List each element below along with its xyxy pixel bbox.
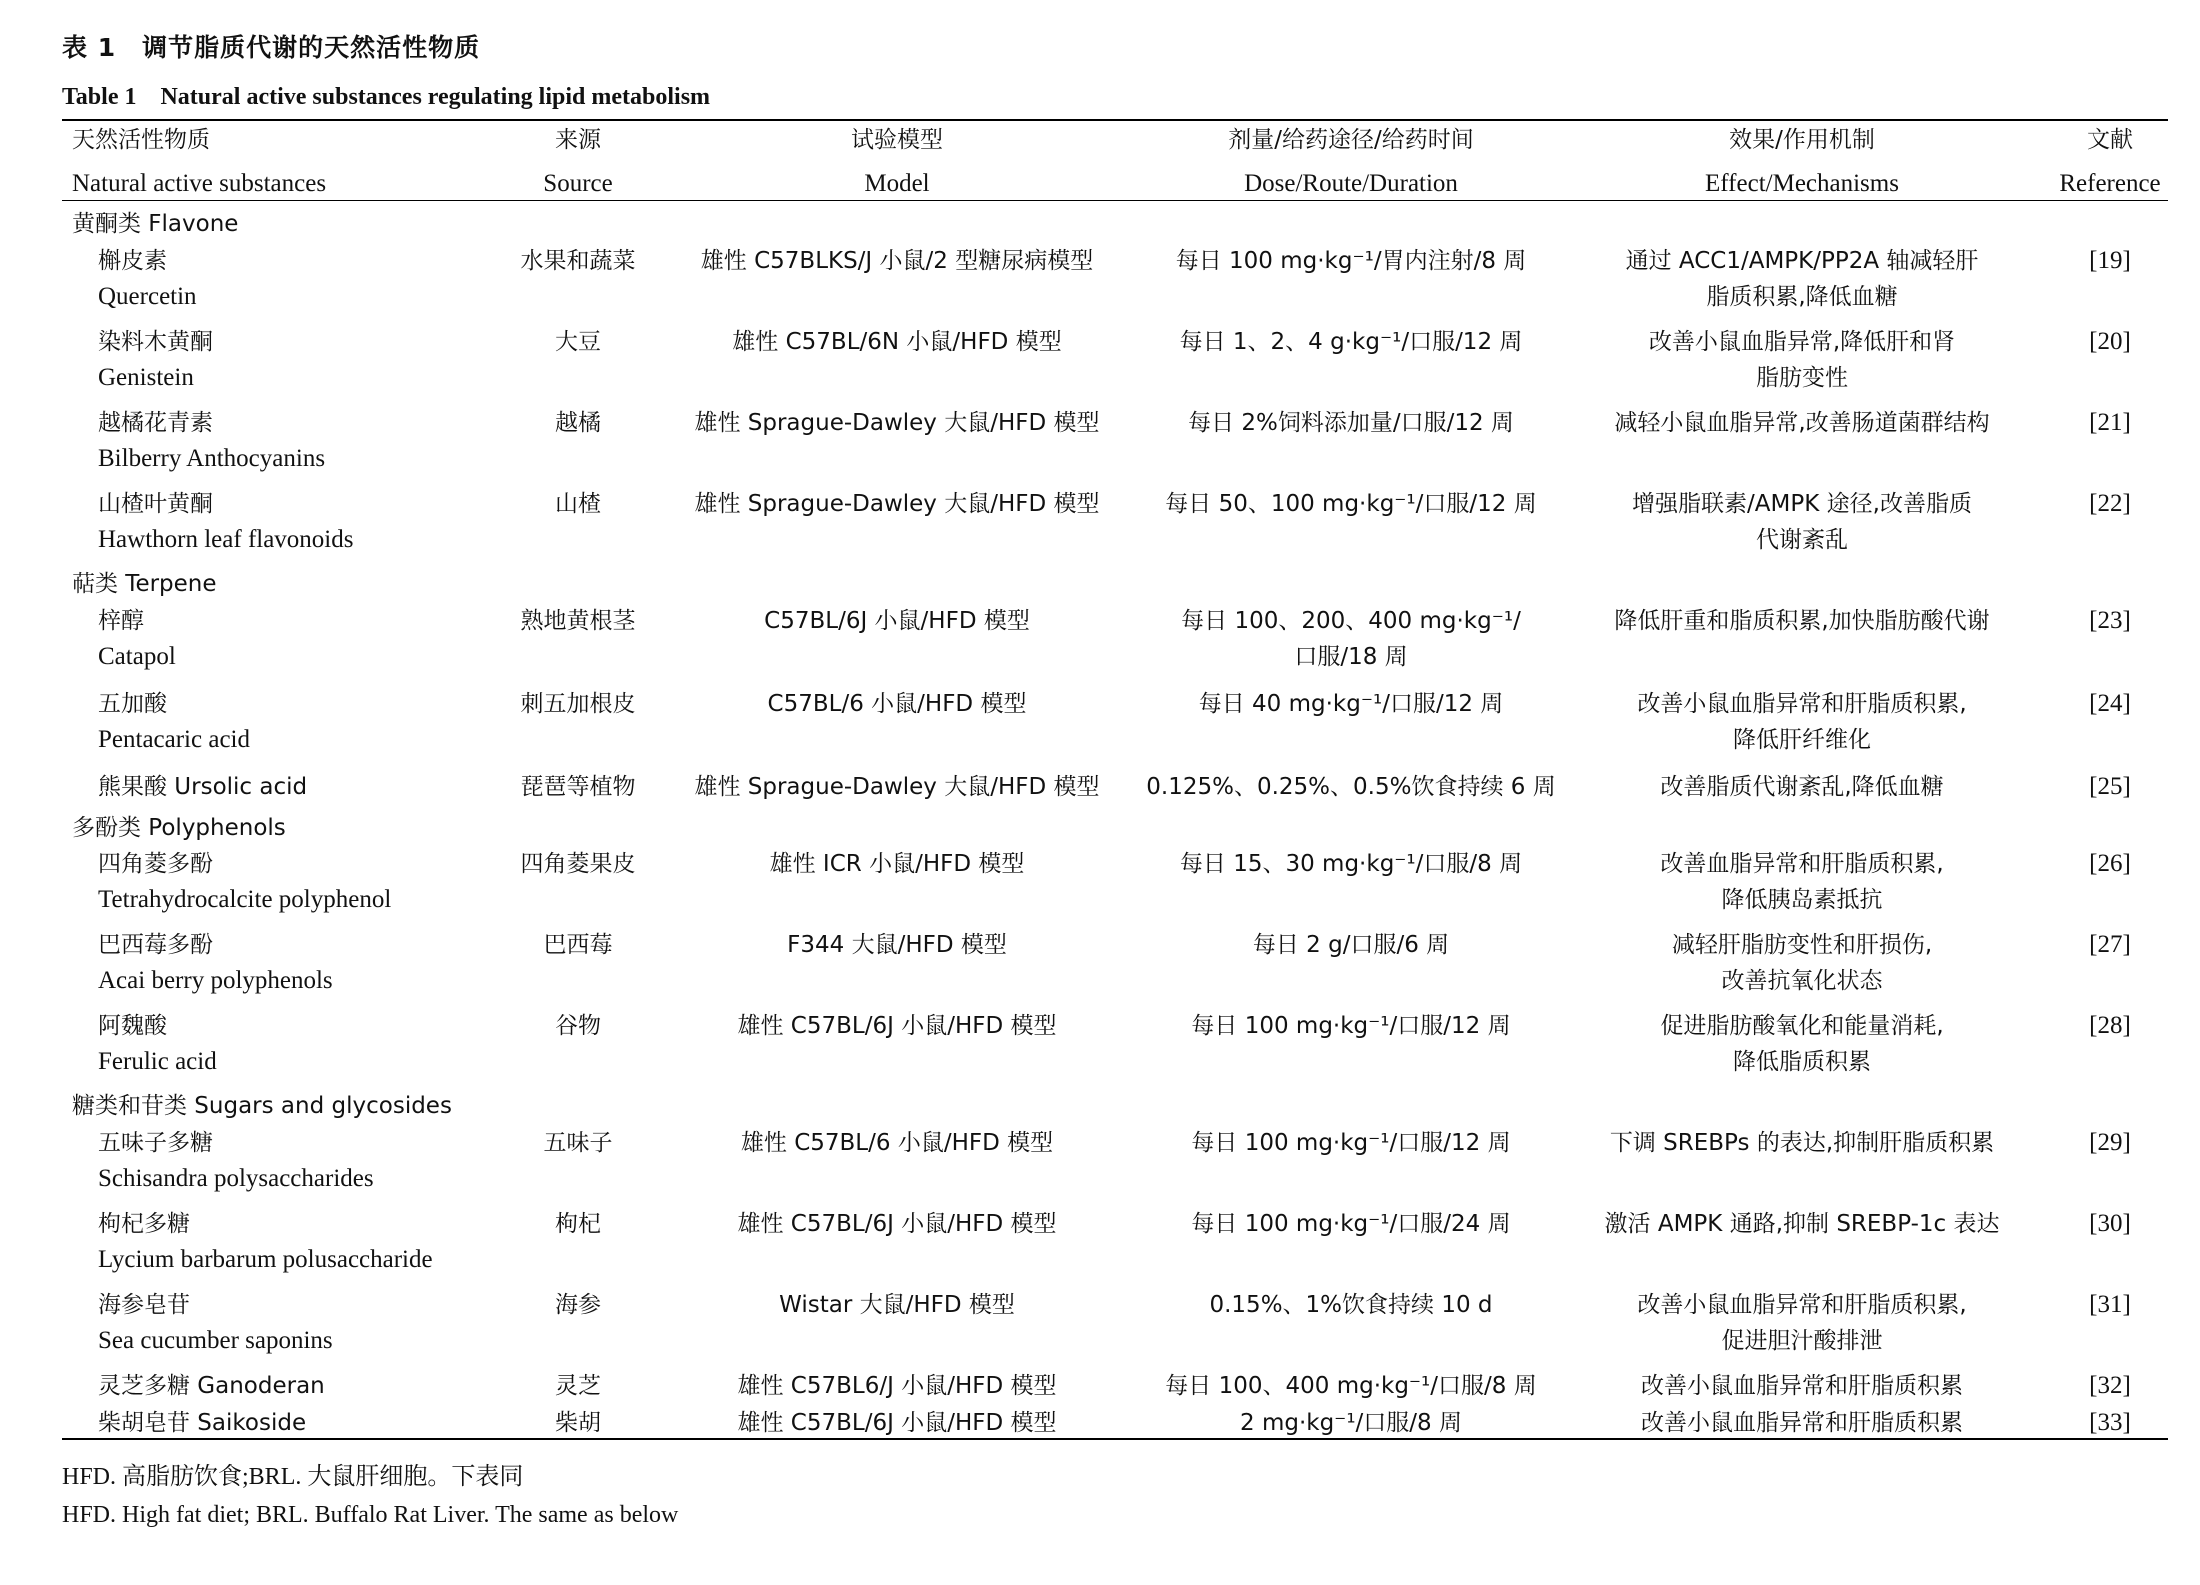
model-cell: 雄性 C57BL6/J 小鼠/HFD 模型 — [737, 1373, 1057, 1399]
effect-cell: 改善小鼠血脂异常和肝脂质积累 — [1641, 1410, 1963, 1436]
effect-cell: 促进脂肪酸氧化和能量消耗, — [1660, 1013, 1944, 1039]
reference-cell: [19] — [2089, 247, 2131, 274]
reference-cell: [26] — [2089, 850, 2131, 877]
substance-name-en: Sea cucumber saponins — [98, 1327, 333, 1354]
source-cell: 大豆 — [555, 329, 601, 355]
substance-name-en: Pentacaric acid — [98, 726, 250, 753]
model-cell: 雄性 Sprague-Dawley 大鼠/HFD 模型 — [694, 774, 1100, 800]
column-header-cn: 试验模型 — [851, 127, 943, 153]
model-cell: 雄性 C57BL/6 小鼠/HFD 模型 — [740, 1130, 1054, 1156]
source-cell: 琵琶等植物 — [520, 774, 636, 800]
top-rule — [62, 119, 2168, 121]
reference-cell: [27] — [2089, 931, 2131, 958]
effect-cell-line2: 脂质积累,降低血糖 — [1706, 284, 1898, 310]
effect-cell: 改善小鼠血脂异常和肝脂质积累, — [1637, 691, 1967, 717]
substance-name-cn: 梓醇 — [98, 608, 144, 634]
substance-name-cn: 海参皂苷 — [98, 1292, 190, 1318]
reference-cell: [25] — [2089, 773, 2131, 800]
source-cell: 四角菱果皮 — [520, 851, 636, 877]
category-label: 糖类和苷类 Sugars and glycosides — [72, 1093, 452, 1119]
substance-name-cn: 山楂叶黄酮 — [98, 491, 213, 517]
source-cell: 巴西莓 — [543, 932, 613, 958]
column-header-en: Effect/Mechanisms — [1705, 170, 1899, 197]
substance-name-en: Hawthorn leaf flavonoids — [98, 526, 354, 553]
substance-name-en: Schisandra polysaccharides — [98, 1165, 374, 1192]
dose-cell: 每日 50、100 mg·kg⁻¹/口服/12 周 — [1165, 491, 1537, 517]
model-cell: 雄性 C57BL/6N 小鼠/HFD 模型 — [732, 329, 1062, 355]
substance-name-cn: 五味子多糖 — [98, 1130, 213, 1156]
effect-cell-line2: 降低肝纤维化 — [1733, 727, 1871, 753]
column-header-cn: 剂量/给药途径/给药时间 — [1228, 127, 1474, 153]
dose-cell: 每日 40 mg·kg⁻¹/口服/12 周 — [1198, 691, 1504, 717]
dose-cell: 每日 100 mg·kg⁻¹/口服/12 周 — [1191, 1130, 1511, 1156]
header-rule — [62, 200, 2168, 201]
effect-cell: 激活 AMPK 通路,抑制 SREBP-1c 表达 — [1604, 1211, 2000, 1237]
effect-cell: 改善血脂异常和肝脂质积累, — [1660, 851, 1944, 877]
footnote-en: HFD. High fat diet; BRL. Buffalo Rat Liver. The same as below — [62, 1502, 679, 1528]
source-cell: 五味子 — [543, 1130, 613, 1156]
effect-cell-line2: 降低胰岛素抵抗 — [1721, 887, 1883, 913]
effect-cell: 改善小鼠血脂异常,降低肝和肾 — [1648, 329, 1956, 355]
effect-cell-line2: 脂肪变性 — [1756, 365, 1848, 391]
effect-cell-line2: 降低脂质积累 — [1733, 1049, 1871, 1075]
dose-cell: 0.15%、1%饮食持续 10 d — [1209, 1292, 1493, 1318]
substance-name-cn: 熊果酸 Ursolic acid — [98, 774, 308, 800]
column-header-en: Source — [543, 170, 613, 197]
effect-cell: 减轻肝脂肪变性和肝损伤, — [1671, 932, 1933, 958]
substance-name-cn: 柴胡皂苷 Saikoside — [98, 1410, 307, 1436]
reference-cell: [29] — [2089, 1129, 2131, 1156]
substance-name-cn: 阿魏酸 — [98, 1013, 167, 1039]
dose-cell: 每日 15、30 mg·kg⁻¹/口服/8 周 — [1179, 851, 1523, 877]
reference-cell: [23] — [2089, 607, 2131, 634]
dose-cell: 每日 100 mg·kg⁻¹/口服/24 周 — [1191, 1211, 1511, 1237]
effect-cell: 减轻小鼠血脂异常,改善肠道菌群结构 — [1614, 410, 1990, 436]
dose-cell: 每日 100 mg·kg⁻¹/胃内注射/8 周 — [1175, 248, 1527, 274]
effect-cell: 下调 SREBPs 的表达,抑制肝脂质积累 — [1609, 1130, 1995, 1156]
effect-cell-line2: 促进胆汁酸排泄 — [1721, 1328, 1883, 1354]
reference-cell: [21] — [2089, 409, 2131, 436]
column-header-cn: 文献 — [2087, 127, 2133, 153]
reference-cell: [31] — [2089, 1291, 2131, 1318]
model-cell: Wistar 大鼠/HFD 模型 — [779, 1292, 1015, 1318]
category-label: 萜类 Terpene — [72, 571, 217, 597]
source-cell: 刺五加根皮 — [520, 691, 636, 717]
dose-cell-line2: 口服/18 周 — [1294, 644, 1408, 670]
effect-cell: 通过 ACC1/AMPK/PP2A 轴减轻肝 — [1625, 248, 1979, 274]
reference-cell: [22] — [2089, 490, 2131, 517]
model-cell: 雄性 C57BL/6J 小鼠/HFD 模型 — [737, 1410, 1057, 1436]
column-header-cn: 效果/作用机制 — [1729, 127, 1875, 153]
reference-cell: [33] — [2089, 1409, 2131, 1436]
source-cell: 灵芝 — [555, 1373, 601, 1399]
dose-cell: 每日 100、400 mg·kg⁻¹/口服/8 周 — [1165, 1373, 1537, 1399]
source-cell: 山楂 — [555, 491, 601, 517]
column-header-en: Dose/Route/Duration — [1244, 170, 1458, 197]
dose-cell: 2 mg·kg⁻¹/口服/8 周 — [1240, 1410, 1462, 1436]
reference-cell: [28] — [2089, 1012, 2131, 1039]
table-caption-en: Table 1 Natural active substances regulating lipid metabolism — [62, 84, 711, 110]
substance-name-cn: 灵芝多糖 Ganoderan — [98, 1373, 325, 1399]
column-header-cn: 来源 — [555, 127, 601, 153]
source-cell: 海参 — [555, 1292, 601, 1318]
substance-name-en: Bilberry Anthocyanins — [98, 445, 326, 472]
column-header-en: Natural active substances — [72, 170, 327, 197]
reference-cell: [20] — [2089, 328, 2131, 355]
model-cell: 雄性 C57BL/6J 小鼠/HFD 模型 — [737, 1211, 1057, 1237]
substance-name-cn: 槲皮素 — [98, 248, 167, 274]
column-header-en: Reference — [2059, 170, 2161, 197]
effect-cell: 改善小鼠血脂异常和肝脂质积累, — [1637, 1292, 1967, 1318]
column-header-en: Model — [864, 170, 930, 197]
substance-name-cn: 五加酸 — [98, 691, 167, 717]
model-cell: 雄性 C57BLKS/J 小鼠/2 型糖尿病模型 — [700, 248, 1094, 274]
substance-name-cn: 四角菱多酚 — [98, 851, 213, 877]
model-cell: 雄性 ICR 小鼠/HFD 模型 — [769, 851, 1025, 877]
effect-cell: 增强脂联素/AMPK 途径,改善脂质 — [1632, 491, 1972, 517]
substance-name-cn: 巴西莓多酚 — [98, 932, 213, 958]
substance-name-en: Ferulic acid — [98, 1048, 217, 1075]
category-label: 黄酮类 Flavone — [72, 211, 239, 237]
column-header-cn: 天然活性物质 — [72, 127, 210, 153]
dose-cell: 0.125%、0.25%、0.5%饮食持续 6 周 — [1146, 774, 1556, 800]
substance-name-cn: 染料木黄酮 — [98, 329, 213, 355]
substance-name-cn: 枸杞多糖 — [98, 1211, 190, 1237]
substance-name-en: Tetrahydrocalcite polyphenol — [98, 886, 392, 913]
source-cell: 熟地黄根茎 — [520, 608, 636, 634]
source-cell: 水果和蔬菜 — [520, 248, 636, 274]
model-cell: F344 大鼠/HFD 模型 — [787, 932, 1007, 958]
effect-cell: 改善脂质代谢紊乱,降低血糖 — [1660, 774, 1944, 800]
effect-cell: 改善小鼠血脂异常和肝脂质积累 — [1641, 1373, 1963, 1399]
substance-name-en: Acai berry polyphenols — [98, 967, 333, 994]
substance-name-cn: 越橘花青素 — [98, 410, 213, 436]
model-cell: 雄性 Sprague-Dawley 大鼠/HFD 模型 — [694, 491, 1100, 517]
model-cell: 雄性 C57BL/6J 小鼠/HFD 模型 — [737, 1013, 1057, 1039]
model-cell: C57BL/6 小鼠/HFD 模型 — [767, 691, 1027, 717]
source-cell: 谷物 — [555, 1013, 601, 1039]
effect-cell: 降低肝重和脂质积累,加快脂肪酸代谢 — [1614, 608, 1990, 634]
dose-cell: 每日 2 g/口服/6 周 — [1252, 932, 1450, 958]
effect-cell-line2: 改善抗氧化状态 — [1721, 968, 1883, 994]
model-cell: C57BL/6J 小鼠/HFD 模型 — [764, 608, 1030, 634]
reference-cell: [32] — [2089, 1372, 2131, 1399]
source-cell: 柴胡 — [555, 1410, 601, 1436]
table-caption-cn: 表 1 调节脂质代谢的天然活性物质 — [62, 33, 481, 62]
dose-cell: 每日 100、200、400 mg·kg⁻¹/ — [1181, 608, 1521, 634]
effect-cell-line2: 代谢紊乱 — [1756, 527, 1848, 553]
reference-cell: [30] — [2089, 1210, 2131, 1237]
source-cell: 枸杞 — [555, 1211, 601, 1237]
category-label: 多酚类 Polyphenols — [72, 815, 286, 841]
dose-cell: 每日 1、2、4 g·kg⁻¹/口服/12 周 — [1179, 329, 1523, 355]
dose-cell: 每日 2%饲料添加量/口服/12 周 — [1188, 410, 1514, 436]
source-cell: 越橘 — [555, 410, 601, 436]
substance-name-en: Genistein — [98, 364, 194, 391]
reference-cell: [24] — [2089, 690, 2131, 717]
dose-cell: 每日 100 mg·kg⁻¹/口服/12 周 — [1191, 1013, 1511, 1039]
footnote-cn: HFD. 高脂肪饮食;BRL. 大鼠肝细胞。下表同 — [62, 1464, 524, 1490]
substance-name-en: Catapol — [98, 643, 176, 670]
model-cell: 雄性 Sprague-Dawley 大鼠/HFD 模型 — [694, 410, 1100, 436]
substance-name-en: Lycium barbarum polusaccharide — [98, 1246, 433, 1273]
substance-name-en: Quercetin — [98, 283, 197, 310]
